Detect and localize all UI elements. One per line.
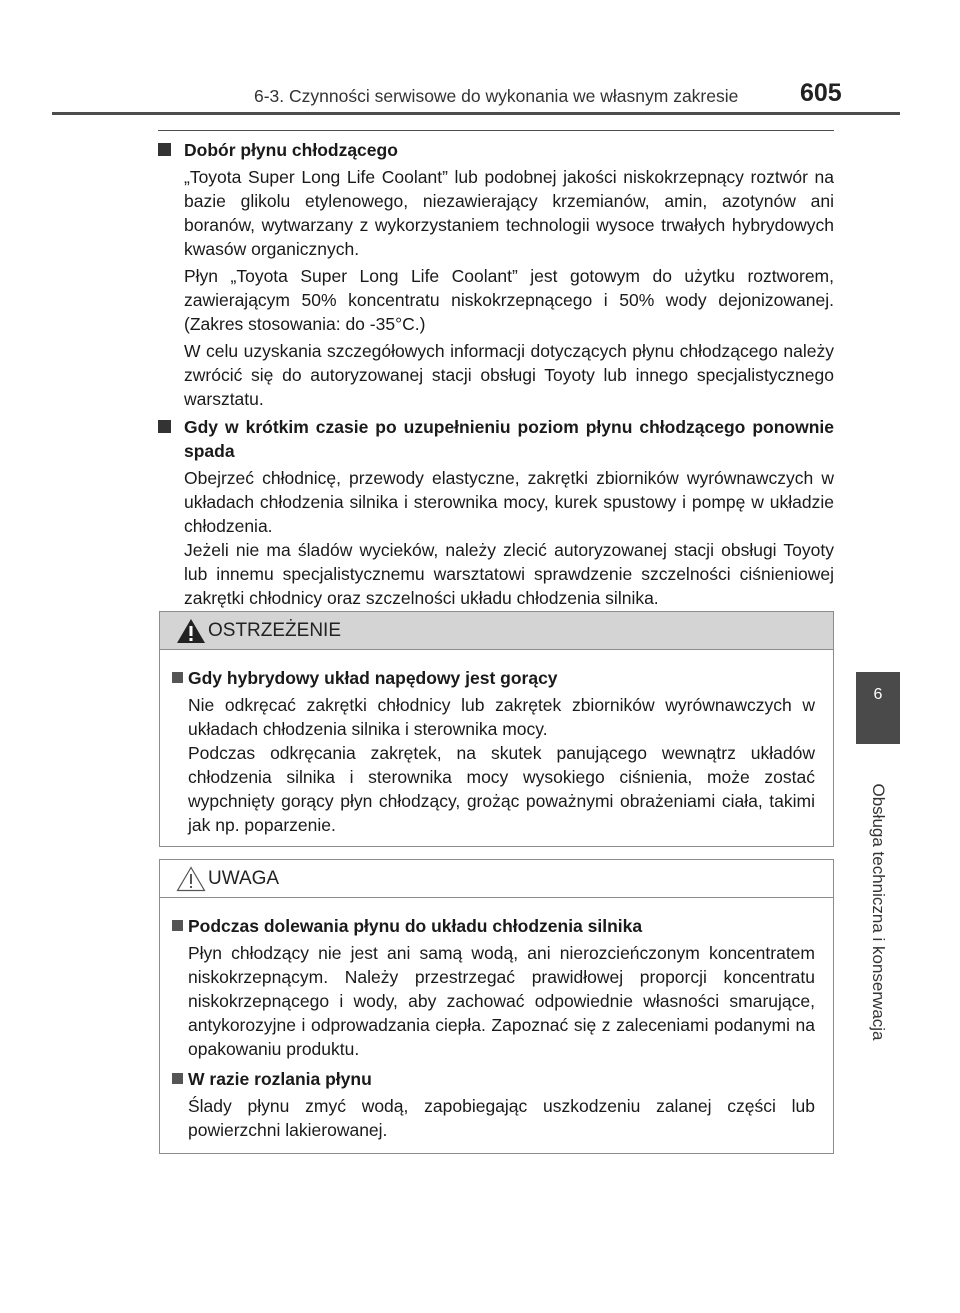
bullet-square-icon (158, 143, 171, 156)
notice-heading: Podczas dolewania płynu do układu chłodzenia silnika (172, 914, 815, 938)
chapter-tab[interactable] (856, 672, 900, 744)
paragraph: Ślady płynu zmyć wodą, zapobiegając uszkodzeniu zalanej części lub powierzchni lakierowanej. (188, 1096, 815, 1140)
header-divider (52, 112, 900, 115)
notice-title: UWAGA (208, 868, 280, 889)
warning-header (160, 612, 833, 650)
paragraph: Płyn „Toyota Super Long Life Coolant” jest gotowym do użytku roztworem, zawierającym 50% koncentratu niskokrzepnącego i 50% wody dejonizowanej. (Zakres stosowania: do -35°C.) (184, 266, 834, 334)
caution-triangle-icon (176, 866, 206, 892)
warning-title: OSTRZEŻENIE (208, 620, 342, 641)
paragraph: Podczas odkręcania zakrętek, na skutek panującego wewnątrz układów chłodzenia silnika i sterownika mocy wysokiego ciśnienia, może zostać wypchnięty gorący płyn chłodzący, grożąc poważnymi obrażeniami ciała, takimi jak np. poparzenie. (188, 743, 815, 835)
warning-heading: Gdy hybrydowy układ napędowy jest gorący (172, 666, 815, 690)
content-divider (158, 130, 834, 131)
chapter-label: Obsługa techniczna i konserwacja (869, 783, 888, 1041)
paragraph: W celu uzyskania szczegółowych informacji dotyczących płynu chłodzącego należy zwrócić się do autoryzowanej stacji obsługi Toyoty lub innego specjalistycznego warsztatu. (184, 341, 834, 409)
bullet-square-icon (172, 672, 183, 683)
notice-header (160, 860, 833, 898)
paragraph: Obejrzeć chłodnicę, przewody elastyczne, zakrętki zbiorników wyrównawczych w układach chłodzenia silnika i sterownika mocy, kurek spustowy i pompę w układzie chłodzenia. (184, 468, 834, 536)
paragraph: „Toyota Super Long Life Coolant” lub podobnej jakości niskokrzepnący roztwór na bazie glikolu etylenowego, niezawierający krzemianów, amin, azotynów ani boranów, wytwarzany z wykorzystaniem technologii wysoce trwałych hybrydowych kwasów organicznych. (184, 167, 834, 259)
warning-box (159, 611, 834, 847)
section-title: 6-3. Czynności serwisowe do wykonania we własnym zakresie (254, 86, 739, 106)
section-heading: Dobór płynu chłodzącego (158, 138, 834, 162)
page-number: 605 (800, 79, 842, 107)
warning-triangle-icon (176, 618, 206, 644)
bullet-square-icon (172, 920, 183, 931)
bullet-square-icon (158, 420, 171, 433)
paragraph: Nie odkręcać zakrętki chłodnicy lub zakrętek zbiorników wyrównawczych w układach chłodzenia silnika i sterownika mocy. (188, 695, 815, 739)
paragraph: Płyn chłodzący nie jest ani samą wodą, ani nierozcieńczonym koncentratem niskokrzepnącym. Należy przestrzegać prawidłowej proporcji koncentratu niskokrzepnącego i wody, aby zachować odpowiednie własności smarujące, antykorozyjne i odprowadzania ciepła. Zapoznać się z zaleceniami podanymi na opakowaniu produktu. (188, 943, 815, 1059)
main-content (158, 138, 834, 610)
notice-box (159, 859, 834, 1154)
chapter-number: 6 (873, 686, 883, 703)
section-heading: Gdy w krótkim czasie po uzupełnieniu poziom płynu chłodzącego ponownie spada (158, 415, 834, 463)
notice-heading: W razie rozlania płynu (172, 1067, 815, 1091)
paragraph: Jeżeli nie ma śladów wycieków, należy zlecić autoryzowanej stacji obsługi Toyoty lub innemu specjalistycznemu warsztatowi sprawdzenie szczelności ciśnieniowej zakrętki chłodnicy oraz szczelności układu chłodzenia silnika. (184, 540, 834, 608)
bullet-square-icon (172, 1073, 183, 1084)
